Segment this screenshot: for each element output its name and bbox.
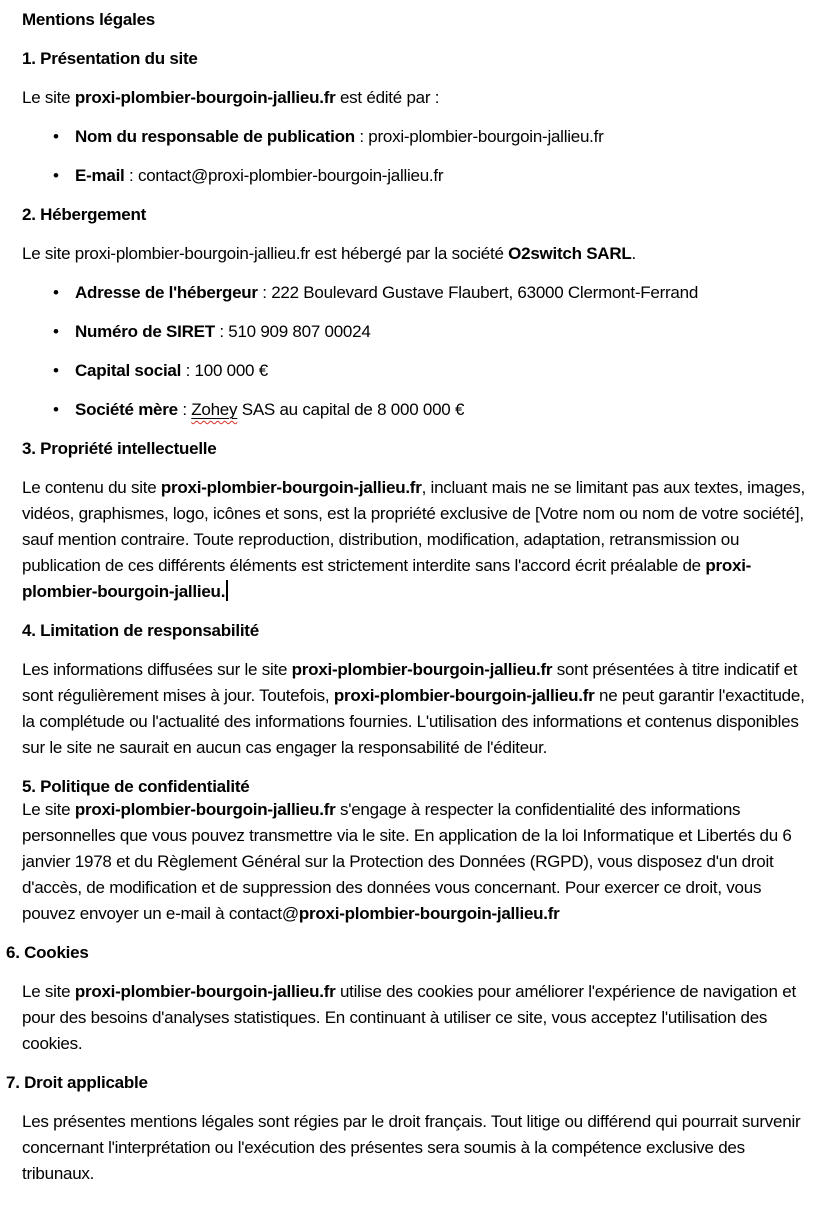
section-heading: 3. Propriété intellectuelle [22, 439, 217, 458]
paragraph [22, 797, 816, 927]
text-run: Les présentes mentions légales sont régies par le droit français. Tout litige ou différend qui pourrait survenir concernant l'interprétation ou l'exécution des présentes sera soumis à la compétence exclusive des tribunaux. [22, 1112, 801, 1183]
paragraph [22, 475, 816, 605]
paragraph [22, 657, 816, 761]
bold-run: proxi-plombier-bourgoin-jallieu.fr [74, 800, 336, 819]
text-run: est édité par : [335, 88, 440, 107]
bullet-list [22, 280, 816, 423]
paragraph [22, 1109, 816, 1187]
text-run: : 100 000 € [181, 361, 268, 380]
section-heading: 7. Droit applicable [6, 1073, 148, 1092]
bold-run: proxi-plombier-bourgoin-jallieu.fr [298, 904, 560, 923]
bullet-item [22, 124, 816, 150]
bold-run: E-mail [75, 166, 125, 185]
text-run: sont présentées à titre indicatif et sont régulièrement mises à jour. Toutefois, [22, 660, 798, 705]
text-run: : 510 909 807 00024 [214, 322, 371, 341]
section-heading: 5. Politique de confidentialité [22, 777, 250, 796]
text-run: Les informations diffusées sur le site [22, 660, 292, 679]
legal-section [22, 46, 816, 189]
bold-run: Nom du responsable de publication [75, 127, 355, 146]
bullet-item [22, 163, 816, 189]
legal-section [22, 436, 816, 605]
text-run: Le site [22, 88, 75, 107]
misspelled-word: Zohey [191, 400, 238, 419]
text-run: Le site [22, 982, 75, 1001]
bold-run: Capital social [75, 361, 182, 380]
bold-run: proxi-plombier-bourgoin-jallieu.fr [74, 982, 336, 1001]
bullet-item [22, 280, 816, 306]
bold-run: Société mère [75, 400, 178, 419]
bullet-list [22, 124, 816, 189]
spellcheck-underline [191, 400, 237, 419]
bullet-item [22, 358, 816, 384]
bold-run: Numéro de SIRET [75, 322, 215, 341]
bold-run: proxi-plombier-bourgoin-jallieu.fr [160, 478, 422, 497]
paragraph [22, 85, 816, 111]
bold-run: O2switch SARL [508, 244, 632, 263]
paragraph [22, 241, 816, 267]
legal-section [22, 618, 816, 761]
text-run: Le contenu du site [22, 478, 161, 497]
legal-section [6, 940, 816, 1057]
bold-run: proxi-plombier-bourgoin-jallieu.fr [333, 686, 595, 705]
section-heading: 6. Cookies [6, 943, 89, 962]
document-title: Mentions légales [22, 10, 155, 29]
legal-section [6, 1070, 816, 1187]
bold-run: proxi-plombier-bourgoin-jallieu. [22, 556, 752, 601]
text-run: : proxi-plombier-bourgoin-jallieu.fr [354, 127, 604, 146]
section-heading: 1. Présentation du site [22, 49, 198, 68]
text-run: , incluant mais ne se limitant pas aux textes, images, vidéos, graphismes, logo, icônes et sons, est la propriété exclusive de [Votre nom ou nom de votre société], sauf mention contraire. Toute reproduction, distribution, modification, adaptation, retransmission ou publication de ces différents éléments est strictement interdite sans l'accord écrit préalable de [22, 478, 805, 575]
text-run: Le site proxi-plombier-bourgoin-jallieu.fr est hébergé par la société [22, 244, 509, 263]
text-run: : 222 Boulevard Gustave Flaubert, 63000 Clermont-Ferrand [257, 283, 699, 302]
bold-run: proxi-plombier-bourgoin-jallieu.fr [74, 88, 336, 107]
text-run: : contact@proxi-plombier-bourgoin-jallieu.fr [124, 166, 444, 185]
section-heading: 2. Hébergement [22, 205, 147, 224]
bullet-item [22, 319, 816, 345]
text-run: : [177, 400, 192, 419]
bullet-item [22, 397, 816, 423]
text-run: . [631, 244, 636, 263]
bold-run: Adresse de l'hébergeur [75, 283, 258, 302]
text-run: ne peut garantir l'exactitude, la complétude ou l'actualité des informations fournies. L'utilisation des informations et contenus disponibles sur le site ne saurait en aucun cas engager la responsabilité de l'éditeur. [22, 686, 805, 757]
paragraph [22, 979, 816, 1057]
legal-section [22, 202, 816, 423]
text-run: utilise des cookies pour améliorer l'expérience de navigation et pour des besoins d'analyses statistiques. En continuant à utiliser ce site, vous acceptez l'utilisation des cookies. [22, 982, 796, 1053]
bold-run: proxi-plombier-bourgoin-jallieu.fr [291, 660, 553, 679]
text-run: Le site [22, 800, 75, 819]
text-run: SAS au capital de 8 000 000 € [237, 400, 465, 419]
text-cursor [226, 580, 228, 601]
text-run: s'engage à respecter la confidentialité des informations personnelles que vous pouvez transmettre via le site. En application de la loi Informatique et Libertés du 6 janvier 1978 et du Règlement Général sur la Protection des Données (RGPD), vous disposez d'un droit d'accès, de modification et de suppression des données vous concernant. Pour exercer ce droit, vous pouvez envoyer un e-mail à contact@ [22, 800, 792, 923]
legal-section [22, 774, 816, 927]
section-heading: 4. Limitation de responsabilité [22, 621, 259, 640]
sections [6, 46, 816, 1187]
